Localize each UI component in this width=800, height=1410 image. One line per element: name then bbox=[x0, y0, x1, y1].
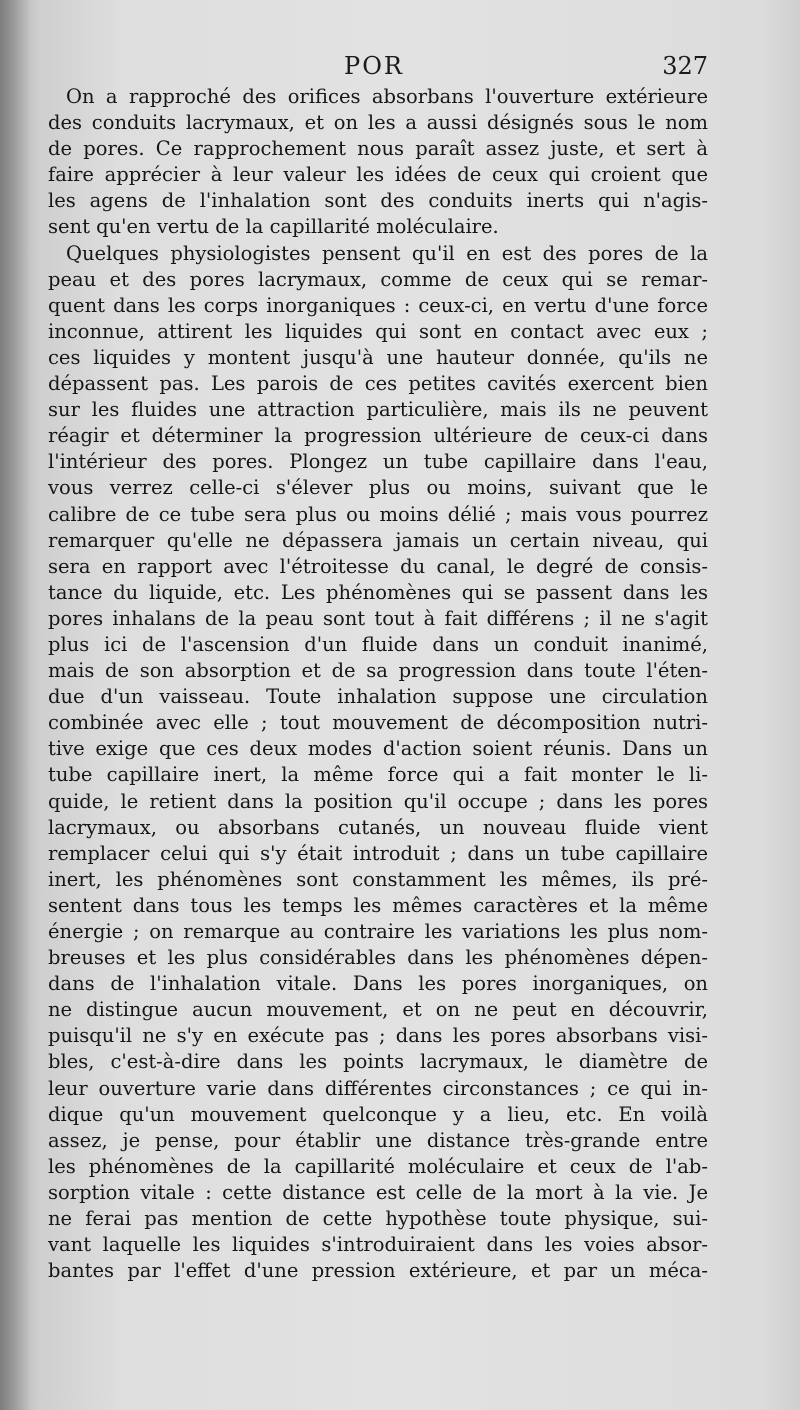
text-line: remplacer celui qui s'y était introduit ; dans un tube capillaire bbox=[48, 841, 708, 865]
text-line: lacrymaux, ou absorbans cutanés, un nouveau fluide vient bbox=[48, 815, 708, 839]
text-line: Quelques physiologistes pensent qu'il en est des pores de la bbox=[66, 241, 708, 265]
text-line: ne ferai pas mention de cette hypothèse toute physique, sui- bbox=[48, 1207, 708, 1231]
text-line: tive exige que ces deux modes d'action soient réunis. Dans un bbox=[48, 737, 708, 761]
binding-gutter-shadow bbox=[0, 0, 30, 1410]
text-line: quent dans les corps inorganiques : ceux-ci, en vertu d'une force bbox=[48, 293, 708, 317]
text-line: quide, le retient dans la position qu'il occupe ; dans les pores bbox=[48, 789, 708, 813]
text-line: leur ouverture varie dans différentes circonstances ; ce qui in- bbox=[48, 1076, 708, 1100]
text-line: On a rapproché des orifices absorbans l'ouverture extérieure bbox=[66, 85, 708, 108]
text-line: bles, c'est-à-dire dans les points lacrymaux, le diamètre de bbox=[48, 1050, 708, 1074]
text-line: de pores. Ce rapprochement nous paraît assez juste, et sert à bbox=[48, 137, 708, 161]
text-line: faire apprécier à leur valeur les idées de ceux qui croient que bbox=[48, 163, 708, 187]
text-line: peau et des pores lacrymaux, comme de ceux qui se remar- bbox=[48, 267, 708, 291]
text-line: inert, les phénomènes sont constamment les mêmes, ils pré- bbox=[48, 867, 708, 891]
text-line: ces liquides y montent jusqu'à une hauteur donnée, qu'ils ne bbox=[48, 345, 708, 369]
text-line: sorption vitale : cette distance est celle de la mort à la vie. Je bbox=[48, 1180, 708, 1204]
text-line: mais de son absorption et de sa progression dans toute l'éten- bbox=[48, 659, 708, 683]
text-line: sent qu'en vertu de la capillarité moléculaire. bbox=[48, 215, 499, 239]
text-line: dique qu'un mouvement quelconque y a lieu, etc. En voilà bbox=[48, 1102, 708, 1126]
text-line: sentent dans tous les temps les mêmes caractères et la même bbox=[48, 893, 708, 917]
text-line: des conduits lacrymaux, et on les a aussi désignés sous le nom bbox=[48, 111, 708, 135]
running-head-title: POR bbox=[344, 52, 404, 80]
text-line: remarquer qu'elle ne dépassera jamais un certain niveau, qui bbox=[48, 528, 708, 552]
text-line: les phénomènes de la capillarité moléculaire et ceux de l'ab- bbox=[48, 1154, 708, 1178]
text-line: pores inhalans de la peau sont tout à fait différens ; il ne s'agit bbox=[48, 606, 708, 630]
text-line: due d'un vaisseau. Toute inhalation suppose une circulation bbox=[48, 685, 708, 709]
text-line: combinée avec elle ; tout mouvement de décomposition nutri- bbox=[48, 711, 708, 735]
text-line: tance du liquide, etc. Les phénomènes qui se passent dans les bbox=[48, 580, 708, 604]
running-head bbox=[40, 52, 708, 82]
text-line: plus ici de l'ascension d'un fluide dans un conduit inanimé, bbox=[48, 632, 708, 656]
body-text bbox=[48, 84, 708, 1284]
text-line: réagir et déterminer la progression ultérieure de ceux-ci dans bbox=[48, 424, 708, 448]
text-line: vant laquelle les liquides s'introduiraient dans les voies absor- bbox=[48, 1233, 708, 1257]
text-line: sera en rapport avec l'étroitesse du canal, le degré de consis- bbox=[48, 554, 708, 578]
text-line: vous verrez celle-ci s'élever plus ou moins, suivant que le bbox=[48, 476, 708, 500]
text-line: dépassent pas. Les parois de ces petites cavités exercent bien bbox=[48, 372, 708, 396]
page-number: 327 bbox=[662, 52, 708, 80]
text-line: ne distingue aucun mouvement, et on ne peut en découvrir, bbox=[48, 998, 708, 1022]
text-line: assez, je pense, pour établir une distance très-grande entre bbox=[48, 1128, 708, 1152]
text-line: calibre de ce tube sera plus ou moins délié ; mais vous pourrez bbox=[48, 502, 708, 526]
text-line: l'intérieur des pores. Plongez un tube capillaire dans l'eau, bbox=[48, 450, 708, 474]
text-line: inconnue, attirent les liquides qui sont en contact avec eux ; bbox=[48, 319, 708, 343]
text-line: énergie ; on remarque au contraire les variations les plus nom- bbox=[48, 920, 708, 943]
text-line: les agens de l'inhalation sont des conduits inerts qui n'agis- bbox=[48, 189, 708, 213]
text-line: dans de l'inhalation vitale. Dans les pores inorganiques, on bbox=[48, 972, 708, 996]
text-line: breuses et les plus considérables dans les phénomènes dépen- bbox=[48, 946, 708, 970]
text-line: tube capillaire inert, la même force qui a fait monter le li- bbox=[48, 763, 708, 787]
text-line: bantes par l'effet d'une pression extérieure, et par un méca- bbox=[48, 1259, 708, 1283]
text-line: puisqu'il ne s'y en exécute pas ; dans les pores absorbans visi- bbox=[48, 1024, 708, 1048]
text-line: sur les fluides une attraction particulière, mais ils ne peuvent bbox=[48, 398, 708, 422]
